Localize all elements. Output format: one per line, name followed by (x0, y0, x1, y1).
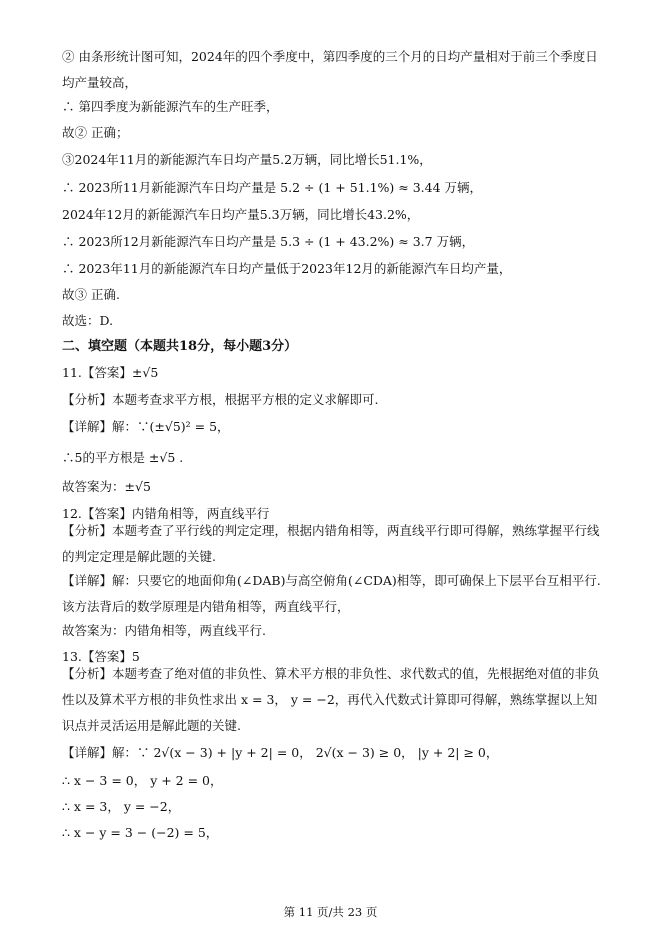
analysis-11: 【分析】本题考查求平方根，根据平方根的定义求解即可. (62, 392, 379, 407)
text-line: 故③ 正确. (62, 287, 120, 302)
text-line: ∴ 第四季度为新能源汽车的生产旺季， (62, 99, 279, 114)
answer-13: 13.【答案】5 (62, 649, 140, 664)
text-line: 故② 正确； (62, 125, 129, 140)
page-footer: 第 11 页/共 23 页 (283, 905, 378, 919)
text-line: ∴5的平方根是 ±√5 . (62, 450, 184, 465)
text-line: ∴ x = 3， y = −2， (62, 799, 181, 814)
text-line: ∴ 2023年11月的新能源汽车日均产量低于2023年12月的新能源汽车日均产量， (62, 261, 512, 276)
text-line: ③2024年11月的新能源汽车日均产量5.2万辆，同比增长51.1%， (62, 152, 432, 167)
detail-11: 【详解】解：∵(±√5)² = 5， (62, 419, 230, 434)
detail-12: 【详解】解：只要它的地面仰角(∠DAB)与高空俯角(∠CDA)相等，即可确保上下层平台互相平行. 该方法背后的数学原理是内错角相等，两直线平行， (62, 573, 601, 614)
detail-13: 【详解】解：∵ 2√(x − 3) + |y + 2| = 0， 2√(x − 3) ≥ 0， |y + 2| ≥ 0， (62, 745, 499, 760)
text-line: 故答案为：内错角相等，两直线平行. (62, 623, 266, 638)
analysis-13: 【分析】本题考查了绝对值的非负性、算术平方根的非负性、求代数式的值，先根据绝对值的非负性以及算术平方根的非负性求出 x = 3， y = −2，再代入代数式计算即可得解，熟练掌握以上知识点并灵活运用是解此题的关键. (62, 666, 600, 733)
text-line: ∴ x − 3 = 0， y + 2 = 0， (62, 773, 223, 788)
analysis-12: 【分析】本题考查了平行线的判定定理，根据内错角相等，两直线平行即可得解，熟练掌握平行线的判定定理是解此题的关键. (62, 523, 600, 564)
text-line: ∴ x − y = 3 − (−2) = 5， (62, 825, 219, 840)
answer-12: 12.【答案】内错角相等，两直线平行 (62, 506, 270, 521)
text-line: ② 由条形统计图可知，2024年的四个季度中，第四季度的三个月的日均产量相对于前三个季度日均产量较高， (62, 49, 598, 90)
text-line: 故答案为：±√5 (62, 479, 151, 494)
text-line: 2024年12月的新能源汽车日均产量5.3万辆，同比增长43.2%， (62, 207, 420, 222)
text-line: ∴ 2023所11月新能源汽车日均产量是 5.2 ÷ (1 + 51.1%) ≈ 3.44 万辆， (62, 180, 483, 195)
section-heading: 二、填空题（本题共18分，每小题3分） (62, 339, 298, 354)
answer-11: 11.【答案】±√5 (62, 365, 159, 380)
text-line: ∴ 2023所12月新能源汽车日均产量是 5.3 ÷ (1 + 43.2%) ≈ 3.7 万辆， (62, 234, 475, 249)
text-line: 故选：D. (62, 313, 114, 328)
